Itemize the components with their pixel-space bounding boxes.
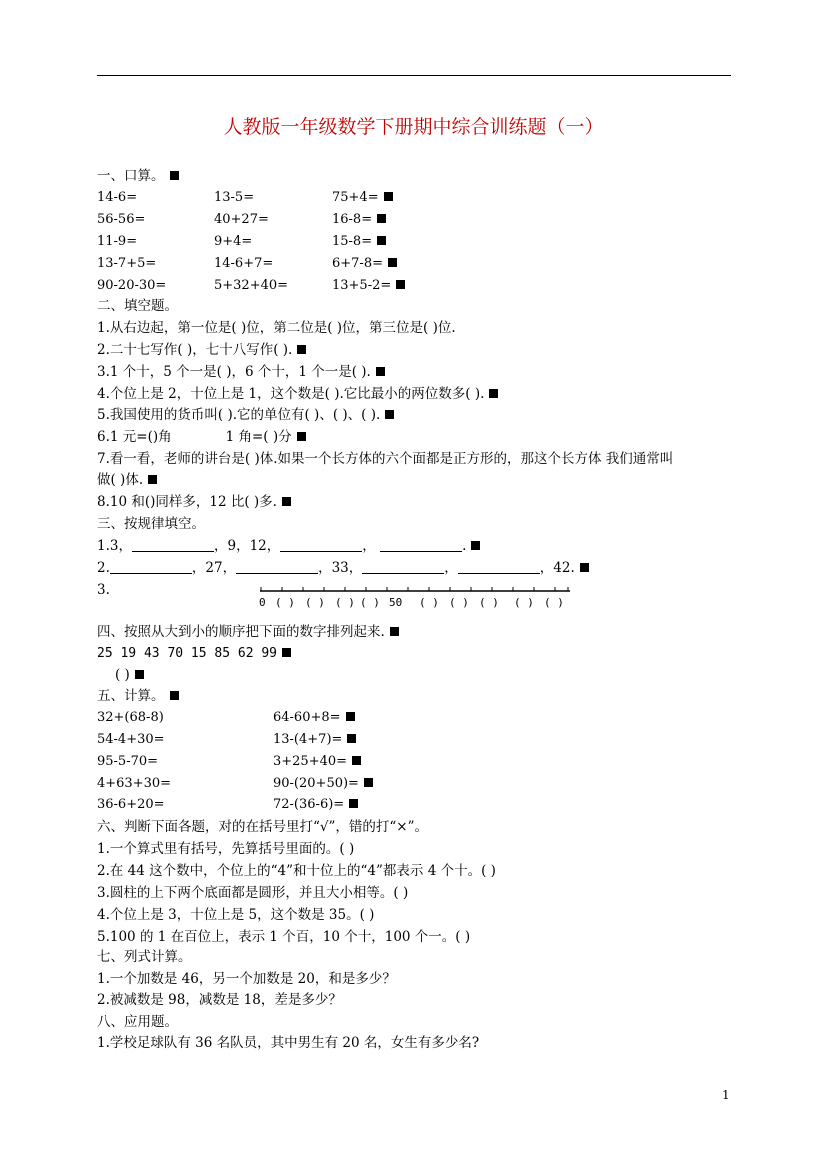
square-mark (347, 734, 356, 743)
answer-blank (458, 561, 540, 574)
judge-item: 3.圆柱的上下两个底面都是圆形，并且大小相等。( ) (97, 885, 409, 901)
oral-row (0, 189, 827, 207)
oral-item: 90-20-30= (97, 278, 167, 293)
word-calc-item: 1.一个加数是 46，另一个加数是 20，和是多少？ (97, 971, 396, 987)
fill-question: 8.10 和()同样多，12 比( )多. (97, 493, 291, 511)
square-mark (364, 778, 373, 787)
section-1-heading: 一、口算。 (97, 167, 179, 185)
judge-item: 5.100 的 1 在百位上，表示 1 个百，10 个十，100 个一。( ) (97, 929, 471, 945)
calc-item: 13-(4+7)= (273, 731, 356, 749)
answer-blank (380, 539, 462, 552)
square-mark (471, 541, 480, 550)
number-line-blank: ( ) (514, 596, 534, 609)
order-answer-blank: ( ) (115, 666, 144, 684)
square-mark (377, 214, 386, 223)
number-line-blank: ( ) (449, 596, 469, 609)
calc-item: 36-6+20= (97, 797, 165, 812)
square-mark (297, 345, 306, 354)
fill-question: 3.1 个十，5 个一是( )，6 个十，1 个一是( ). (97, 363, 385, 381)
number-line (259, 585, 574, 613)
square-mark (489, 389, 498, 398)
oral-item: 14-6+7= (214, 256, 274, 271)
section-2-heading: 二、填空题。 (97, 298, 178, 314)
square-mark (384, 192, 393, 201)
fill-question: 1.从右边起，第一位是( )位，第二位是( )位，第三位是( )位. (97, 320, 456, 336)
calc-item: 4+63+30= (97, 776, 172, 791)
calc-row (0, 709, 827, 727)
oral-item: 15-8= (332, 233, 386, 251)
square-mark (376, 367, 385, 376)
judge-item: 4.个位上是 3，十位上是 5，这个数是 35。( ) (97, 907, 375, 923)
number-line-label-start: 0 (259, 596, 266, 609)
oral-item: 16-8= (332, 211, 386, 229)
word-problem-item: 1.学校足球队有 36 名队员，其中男生有 20 名，女生有多少名? (97, 1035, 480, 1051)
fill-question: 4.个位上是 2，十位上是 1，这个数是( ).它比最小的两位数多( ). (97, 385, 498, 403)
oral-item: 11-9= (97, 234, 138, 249)
page-title: 人教版一年级数学下册期中综合训练题（一） (223, 116, 604, 138)
oral-item: 13-5= (214, 190, 255, 205)
oral-row (0, 211, 827, 229)
judge-item: 1.一个算式里有括号，先算括号里面的。( ) (97, 841, 355, 857)
number-line-blank: ( ) (305, 596, 325, 609)
number-line-label-mid: 50 (389, 596, 403, 609)
word-calc-item: 2.被减数是 98，减数是 18，差是多少？ (97, 992, 342, 1008)
number-line-blank: ( ) (419, 596, 439, 609)
section-7-heading: 七、列式计算。 (97, 949, 192, 965)
square-mark (352, 756, 361, 765)
number-line-blank: ( ) (479, 596, 499, 609)
square-mark (135, 670, 144, 679)
square-mark (346, 712, 355, 721)
number-list: 25 19 43 70 15 85 62 99 (97, 645, 291, 663)
judge-item: 2.在 44 这个数中，个位上的“4”和十位上的“4”都表示 4 个十。( ) (97, 863, 496, 879)
header-rule (97, 75, 731, 76)
pattern-question-2: 2. ，27， ，33， ， ，42. (97, 559, 589, 577)
calc-item: 90-(20+50)= (273, 775, 373, 793)
oral-item: 56-56= (97, 212, 146, 227)
calc-item: 54-4+30= (97, 732, 165, 747)
oral-row (0, 255, 827, 273)
answer-blank (110, 561, 192, 574)
square-mark (377, 236, 386, 245)
calc-row (0, 775, 827, 793)
section-6-heading: 六、判断下面各题，对的在括号里打“√”，错的打“×”。 (97, 819, 429, 835)
square-mark (385, 410, 394, 419)
oral-item: 75+4= (332, 189, 393, 207)
section-3-heading: 三、按规律填空。 (97, 516, 205, 532)
square-mark (390, 627, 399, 636)
fill-question: 7.看一看，老师的讲台是( )体.如果一个长方体的六个面都是正方形的，那这个长方体 我们通常叫 (97, 451, 674, 467)
oral-row (0, 233, 827, 251)
square-mark (349, 799, 358, 808)
section-8-heading: 八、应用题。 (97, 1014, 178, 1030)
oral-item: 13-7+5= (97, 256, 157, 271)
square-mark (388, 258, 397, 267)
oral-row (0, 277, 827, 295)
square-mark (396, 280, 405, 289)
square-mark (282, 648, 291, 657)
oral-item: 14-6= (97, 190, 138, 205)
number-line-blank: ( ) (544, 596, 564, 609)
square-mark (170, 691, 179, 700)
calc-item: 72-(36-6)= (273, 796, 358, 814)
oral-item: 13+5-2= (332, 277, 405, 295)
square-mark (580, 563, 589, 572)
square-mark (170, 171, 179, 180)
calc-item: 3+25+40= (273, 753, 361, 771)
answer-blank (362, 561, 444, 574)
section-5-heading: 五、计算。 (97, 687, 179, 705)
square-mark (282, 497, 291, 506)
number-line-blank: ( ) (360, 596, 380, 609)
number-line-blank: ( ) (275, 596, 295, 609)
oral-item: 5+32+40= (214, 278, 289, 293)
number-line-blank: ( ) (335, 596, 355, 609)
square-mark (297, 432, 306, 441)
page-number: 1 (722, 1088, 730, 1102)
oral-item: 9+4= (214, 234, 253, 249)
fill-question: 5.我国使用的货币叫( ).它的单位有( )、( )、( ). (97, 406, 394, 424)
pattern-question-1: 1.3， ，9，12， ， . (97, 537, 480, 555)
calc-item: 64-60+8= (273, 709, 355, 727)
oral-item: 40+27= (214, 212, 269, 227)
pattern-question-3-label: 3. (97, 582, 110, 598)
oral-item: 6+7-8= (332, 255, 397, 273)
answer-blank (280, 539, 362, 552)
section-4-heading: 四、按照从大到小的顺序把下面的数字排列起来. (97, 623, 399, 641)
calc-row (0, 753, 827, 771)
fill-question: 做( )体. (97, 471, 157, 489)
calc-item: 32+(68-8) (97, 710, 164, 725)
calc-row (0, 731, 827, 749)
calc-item: 95-5-70= (97, 754, 159, 769)
fill-question: 2.二十七写作( )，七十八写作( ). (97, 341, 306, 359)
square-mark (148, 475, 157, 484)
answer-blank (236, 561, 318, 574)
fill-question: 6.1 元=()角 1 角=( )分 (97, 428, 306, 446)
answer-blank (132, 539, 214, 552)
calc-row (0, 796, 827, 814)
